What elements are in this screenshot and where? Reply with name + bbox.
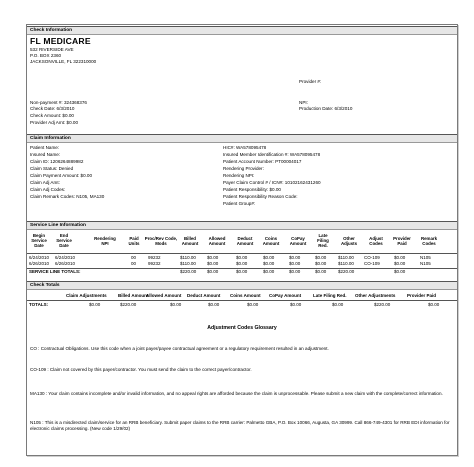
col-paid-units: Paid Units [128,236,140,246]
col-allowed-amount: Allowed Amount [146,293,182,298]
cell-late-filing: $0.00 [315,261,327,266]
col-late-filing-red: Late Filing Red. [317,233,329,248]
total-allowed: $0.00 [207,269,219,274]
claim-adj-codes: Claim Adj Codes: [30,187,66,192]
cell-billed-amount: $110.00 [180,261,196,266]
check-totals-heading: Check Totals [27,281,457,290]
npi-label: NPI: [299,100,308,105]
claim-id: Claim ID: 1206264889982 [30,159,84,164]
col-deduct-amount: Deduct Amount [236,236,254,246]
cell-copay-amount: $0.00 [289,255,301,260]
col-late-filing-red: Late Filing Red. [313,293,347,298]
col-provider-paid: Provider Paid [393,236,411,246]
col-provider-paid: Provider Paid [407,293,437,298]
col-coins-amount: Coins Amount [230,293,261,298]
col-claim-adjustments: Claim Adjustments [66,293,107,298]
non-payment-number: Non-payment #: 324368376 [30,100,87,105]
cell-deduct-amount: $0.00 [236,255,248,260]
col-other-adjustments: Other Adjustments [355,293,396,298]
col-remark-codes: Remark Codes [420,236,438,246]
cell-proc-code: 99232 [148,255,161,260]
glossary-entry-ma130: MA130 : Your claim contains incomplete and/or invalid information, and no appeal rights are afforded because the claim is unprocessable. Please submit a new claim with the complete/correct information. [30,391,443,396]
claim-payment-amount: Claim Payment Amount: $0.00 [30,173,93,178]
total-allowed-amount: $0.00 [170,302,182,307]
col-other-adjusts: Other Adjusts [340,236,358,246]
cell-other-adjusts: $110.00 [338,255,354,260]
check-information-heading: Check Information [27,26,457,35]
col-allowed-amount: Allowed Amount [208,236,226,246]
claim-status: Claim Status: Denied [30,166,74,171]
cell-paid-units: 00 [131,261,137,266]
cell-proc-code: 99232 [148,261,161,266]
production-date: Production Date: 6/3/2010 [299,106,353,111]
col-deduct-amount: Deduct Amount [187,293,221,298]
patient-name: Patient Name: [30,145,60,150]
cell-end-date: 6/26/2010 [55,261,76,266]
cell-begin-date: 6/24/2010 [29,255,50,260]
total-coins-amount: $0.00 [247,302,259,307]
col-billed-amount: Billed Amount [181,236,199,246]
check-amount: Check Amount: $0.00 [30,113,74,118]
col-billed-amount: Billed Amount [118,293,149,298]
total-deduct-amount: $0.00 [208,302,220,307]
total-other-adjustments: $220.00 [374,302,391,307]
glossary-title: Adjustment Codes Glossary [207,325,277,331]
cell-provider-paid: $0.00 [394,255,406,260]
claim-remark-codes: Claim Remark Codes: N105, MA130 [30,194,105,199]
col-proc-rev-code: Proc/Rev Code, Mods [144,236,178,246]
cell-other-adjusts: $110.00 [338,261,354,266]
total-copay-amount: $0.00 [290,302,302,307]
total-late-filing-red: $0.00 [332,302,344,307]
cell-adjust-codes: CO-109 [364,261,380,266]
check-date: Check Date: 6/3/2010 [30,106,75,111]
cell-allowed-amount: $0.00 [207,255,219,260]
payer-name: FL MEDICARE [30,36,91,46]
total-claim-adjustments: $0.00 [89,302,101,307]
col-adjust-codes: Adjust Codes [369,236,383,246]
patient-responsibility-reason-code: Patient Responsibility Reason Code: [223,194,298,199]
glossary-entry-co: CO : Contractual Obligations. Use this code when a joint payer/payee contractual agreement or a regulatory requirement resulted in an adjustment. [30,346,329,351]
hic-number: HIC#: WA578095478 [223,145,267,150]
cell-begin-date: 6/26/2010 [29,261,50,266]
total-provider-paid: $0.00 [428,302,440,307]
provider-number-label: Provider #: [299,79,322,84]
col-copay-amount: CoPay Amount [289,236,307,246]
service-line-heading: Service Line Information [27,221,457,230]
insured-member-id: Insured Member Identification #: WA578095478 [223,152,321,157]
payer-address-line-3: JACKSONVILLE, FL 322310000 [30,59,97,64]
cell-paid-units: 00 [131,255,137,260]
cell-adjust-codes: CO-109 [364,255,380,260]
total-billed: $220.00 [180,269,197,274]
cell-copay-amount: $0.00 [289,261,301,266]
glossary-entry-co-109: CO-109 : Claim not covered by this payer/contractor. You must send the claim to the correct payer/contractor. [30,367,252,372]
payer-address-line-1: 532 RIVERSIDE AVE [30,47,74,52]
service-totals-label: SERVICE LINE TOTALS: [29,269,81,274]
col-copay-amount: CoPay Amount [269,293,302,298]
patient-account-number: Patient Account Number: PT00004017 [223,159,302,164]
cell-billed-amount: $110.00 [180,255,196,260]
claim-adj-amount: Claim Adj Amt: [30,180,60,185]
check-totals-divider [27,300,457,301]
insured-name: Insured Name: [30,152,61,157]
cell-deduct-amount: $0.00 [236,261,248,266]
totals-label: TOTALS: [29,302,49,307]
col-begin-service-date: Begin Service Date [31,233,47,248]
cell-coins-amount: $0.00 [263,255,275,260]
total-copay: $0.00 [289,269,301,274]
cell-allowed-amount: $0.00 [207,261,219,266]
total-billed-amount: $220.00 [120,302,137,307]
cell-late-filing: $0.00 [315,255,327,260]
col-rendering-npi: Rendering NPI [94,236,116,246]
payer-claim-control-number: Payer Claim Control # / ICN#: 10102162431260 [223,180,321,185]
patient-responsibility: Patient Responsibility: $0.00 [223,187,281,192]
patient-group-number: Patient Group#: [223,201,256,206]
provider-adj-amount: Provider Adj Amt: $0.00 [30,120,79,125]
col-coins-amount: Coins Amount [262,236,280,246]
cell-end-date: 6/24/2010 [55,255,76,260]
cell-provider-paid: $0.00 [394,261,406,266]
total-late-filing: $0.00 [315,269,327,274]
rendering-provider: Rendering Provider: [223,166,264,171]
glossary-entry-n105: N105 : This is a misdirected claim/service for an RRB beneficiary. Submit paper claims to the RRB carrier: Palmetto GBA, P.O. Box 10066, Augusta, GA 30999. Call 866-749-4301 for RRB EDI information for electronic claims processing. (New code 1/29/02) [30,420,450,431]
cell-coins-amount: $0.00 [263,261,275,266]
total-coins: $0.00 [263,269,275,274]
rendering-npi: Rendering NPI: [223,173,255,178]
service-header-divider [27,253,457,254]
total-deduct: $0.00 [236,269,248,274]
cell-remark-codes: N105 [420,255,431,260]
col-end-service-date: End Service Date [56,233,72,248]
claim-information-heading: Claim Information [27,134,457,143]
total-provider-paid: $0.00 [394,269,406,274]
total-other-adjusts: $220.00 [338,269,355,274]
cell-remark-codes: N105 [420,261,431,266]
payer-address-line-2: P.O. BOX 2360 [30,53,62,58]
